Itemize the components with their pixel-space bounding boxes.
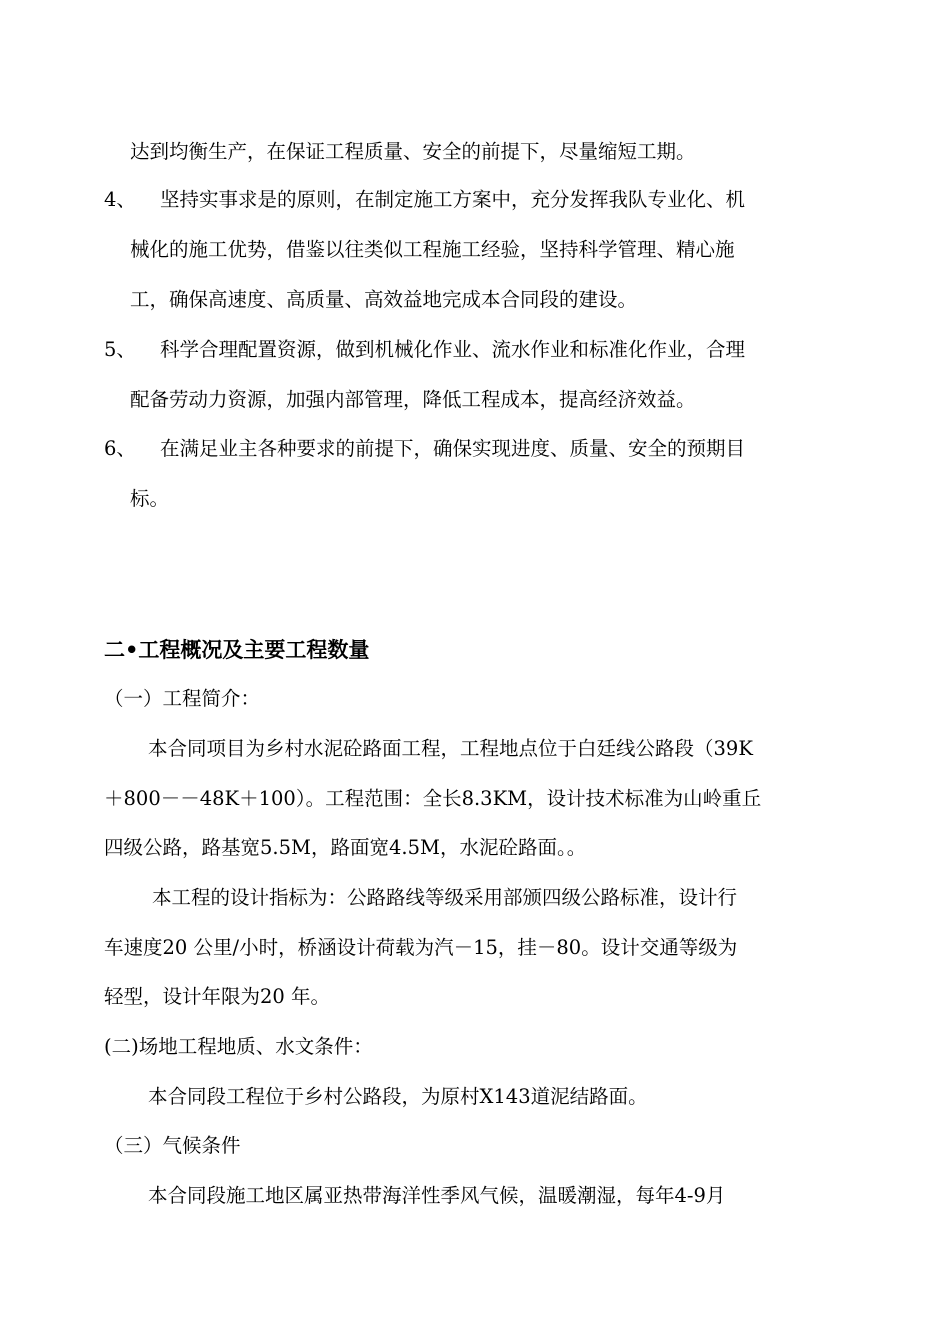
- subsection-title: （一）工程简介：: [104, 687, 261, 710]
- paragraph-line: ＋800－－48K＋100）。工程范围：全长8.3KM，设计技术标准为山岭重丘: [104, 787, 762, 810]
- continuation-line: 达到均衡生产，在保证工程质量、安全的前提下，尽量缩短工期。: [130, 140, 696, 163]
- item-number: 4、: [104, 188, 136, 211]
- item-line: 械化的施工优势，借鉴以往类似工程施工经验，坚持科学管理、精心施: [130, 238, 735, 261]
- paragraph-line: 四级公路，路基宽5.5M，路面宽4.5M，水泥砼路面。。: [104, 836, 587, 859]
- paragraph-line: 本合同项目为乡村水泥砼路面工程，工程地点位于白廷线公路段（39K: [148, 737, 753, 760]
- item-line: 在满足业主各种要求的前提下，确保实现进度、质量、安全的预期目: [160, 437, 746, 460]
- item-line: 标。: [130, 487, 170, 510]
- paragraph-line: 本工程的设计指标为：公路路线等级采用部颁四级公路标准，设计行: [152, 886, 738, 909]
- item-line: 工，确保高速度、高质量、高效益地完成本合同段的建设。: [130, 288, 638, 311]
- item-line: 配备劳动力资源，加强内部管理，降低工程成本，提高经济效益。: [130, 388, 696, 411]
- subsection-title: (二)场地工程地质、水文条件：: [104, 1035, 373, 1058]
- paragraph-line: 车速度20 公里/小时，桥涵设计荷载为汽－15，挂－80。设计交通等级为: [104, 936, 738, 959]
- section-heading: 二•工程概况及主要工程数量: [104, 638, 370, 662]
- item-number: 6、: [104, 437, 136, 460]
- paragraph-line: 本合同段施工地区属亚热带海洋性季风气候，温暖潮湿，每年4-9月: [148, 1184, 726, 1207]
- item-line: 坚持实事求是的原则，在制定施工方案中，充分发挥我队专业化、机: [160, 188, 746, 211]
- item-line: 科学合理配置资源，做到机械化作业、流水作业和标准化作业，合理: [160, 338, 746, 361]
- item-number: 5、: [104, 338, 136, 361]
- subsection-title: （三）气候条件: [104, 1134, 241, 1157]
- paragraph-line: 本合同段工程位于乡村公路段，为原村X143道泥结路面。: [148, 1085, 648, 1108]
- paragraph-line: 轻型，设计年限为20 年。: [104, 985, 331, 1008]
